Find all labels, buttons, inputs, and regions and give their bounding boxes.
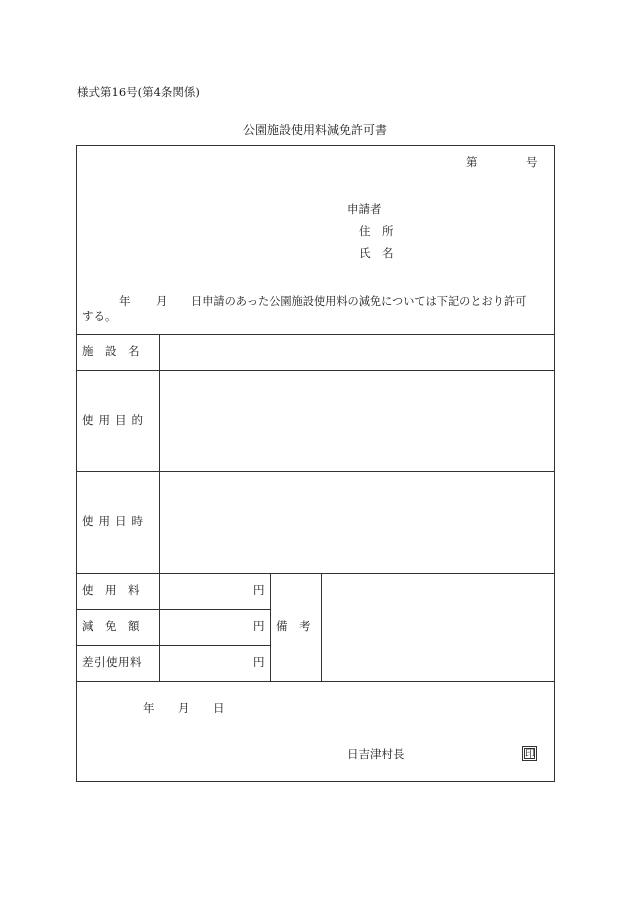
statement-year: 年 [119,294,131,308]
applicant-name-label: 氏 名 [359,246,394,260]
facility-name-label: 施 設 名 [82,344,140,358]
row-divider-facility [76,370,555,371]
fee-column-divider [270,573,271,681]
applicant-heading: 申請者 [347,202,382,216]
footer-day: 日 [213,701,225,715]
permit-number-go: 号 [526,155,538,169]
signer-title: 日吉津村長 [347,747,405,761]
label-column-divider [159,334,160,681]
reduction-yen: 円 [253,619,265,633]
footer-year: 年 [143,701,155,715]
statement-line2: する。 [82,309,117,323]
document-title: 公園施設使用料減免許可書 [242,123,387,137]
row-divider-reduction [76,645,271,646]
seal-icon: 印 [525,749,535,760]
row-divider-datetime [76,573,555,574]
row-divider-purpose [76,471,555,472]
remarks-label: 備 考 [276,619,311,633]
remarks-label-divider [321,573,322,681]
form-number: 様式第16号(第4条関係) [77,85,200,99]
permit-number-dai: 第 [466,155,478,169]
row-divider-fee [76,609,271,610]
applicant-address-label: 住 所 [359,224,394,238]
statement-month: 月 [156,294,168,308]
statement-line1: 日申請のあった公園施設使用料の減免については下記のとおり許可 [191,295,527,308]
fee-label: 使 用 料 [82,583,140,597]
seal-mark [522,746,537,761]
row-divider-top [76,334,555,335]
net-fee-yen: 円 [253,655,265,669]
row-divider-bottom [76,681,555,682]
footer-month: 月 [178,701,190,715]
reduction-label: 減 免 額 [82,619,140,633]
fee-yen: 円 [253,583,265,597]
permit-form-frame [76,145,555,782]
net-fee-label: 差引使用料 [82,655,142,669]
purpose-label: 使用目的 [82,413,148,427]
datetime-label: 使用日時 [82,514,148,528]
